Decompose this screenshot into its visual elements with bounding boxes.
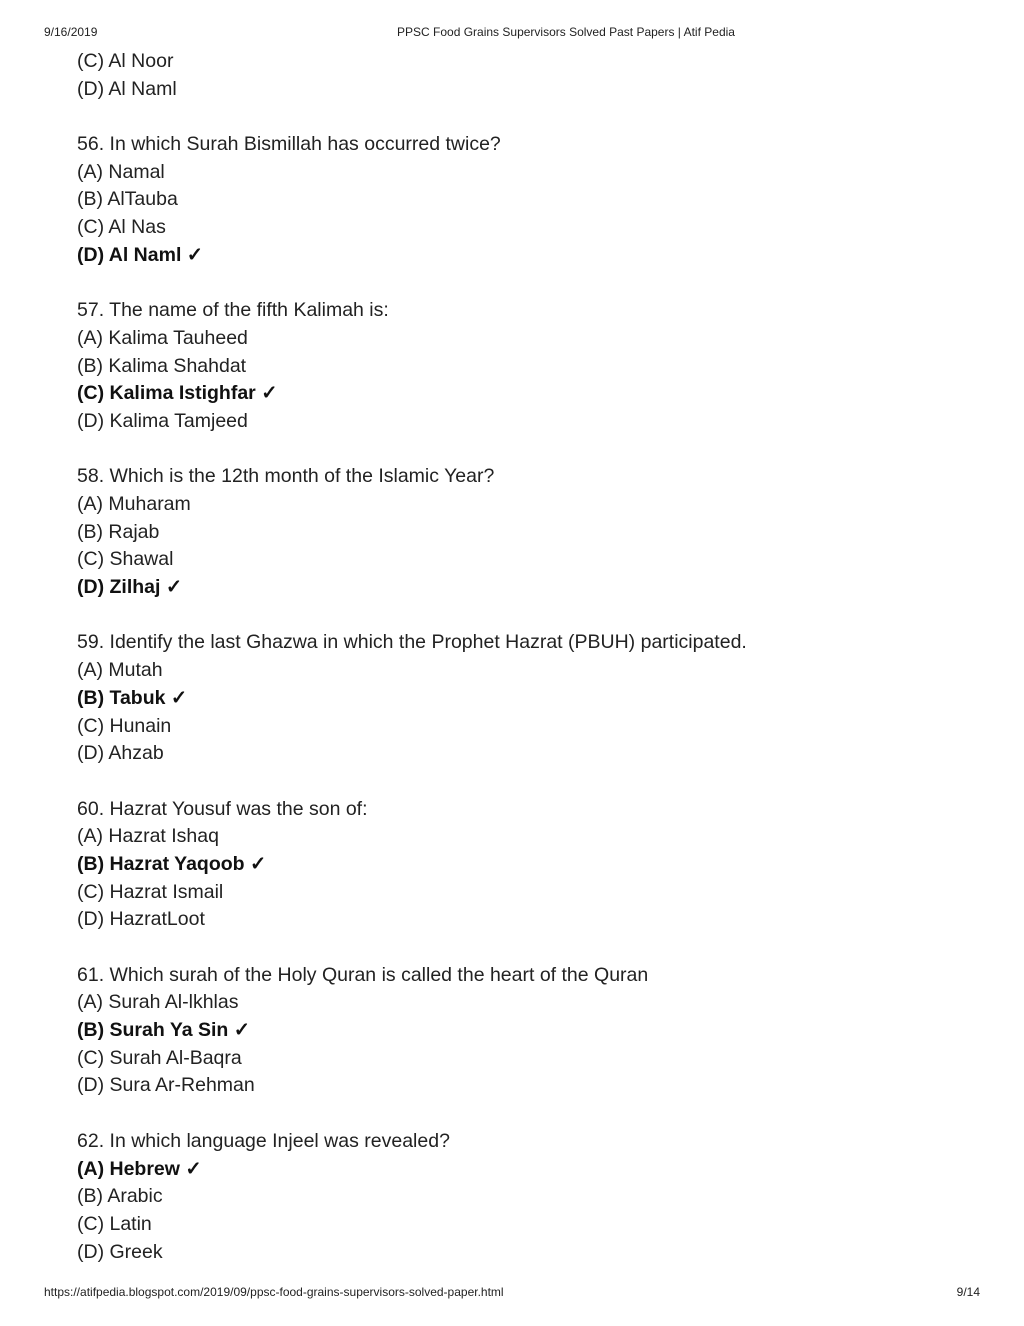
mcq-content bbox=[77, 48, 977, 1266]
print-header-title: PPSC Food Grains Supervisors Solved Past Papers | Atif Pedia bbox=[397, 25, 735, 39]
answer-option: (A) Surah Al-lkhlas bbox=[77, 991, 239, 1014]
answer-option: (B) Arabic bbox=[77, 1185, 163, 1208]
spacer bbox=[77, 602, 977, 630]
answer-option: (B) Kalima Shahdat bbox=[77, 354, 247, 377]
answer-option: (C) Al Nas bbox=[77, 216, 166, 239]
answer-option: (C) Hazrat Ismail bbox=[77, 880, 224, 903]
answer-option: (C) Hunain bbox=[77, 714, 172, 737]
correct-answer-option: (B) Tabuk ✓ bbox=[77, 686, 188, 709]
leading-option: (D) Al Naml bbox=[77, 77, 177, 100]
correct-answer-option: (B) Hazrat Yaqoob ✓ bbox=[77, 852, 267, 875]
spacer bbox=[77, 768, 977, 796]
answer-option: (D) Ahzab bbox=[77, 742, 164, 765]
answer-option: (C) Surah Al-Baqra bbox=[77, 1046, 242, 1069]
answer-option: (D) HazratLoot bbox=[77, 908, 205, 931]
correct-answer-option: (C) Kalima Istighfar ✓ bbox=[77, 382, 278, 405]
correct-answer-option: (D) Al Naml ✓ bbox=[77, 243, 204, 266]
leading-option: (C) Al Noor bbox=[77, 50, 174, 72]
answer-option: (A) Hazrat Ishaq bbox=[77, 825, 219, 848]
question-text: 60. Hazrat Yousuf was the son of: bbox=[77, 797, 368, 820]
spacer bbox=[77, 103, 977, 131]
correct-answer-option: (B) Surah Ya Sin ✓ bbox=[77, 1019, 251, 1042]
answer-option: (A) Mutah bbox=[77, 659, 163, 682]
answer-option: (B) Rajab bbox=[77, 520, 160, 543]
answer-option: (A) Muharam bbox=[77, 493, 191, 515]
question-text: 58. Which is the 12th month of the Islamic Year? bbox=[77, 465, 495, 488]
answer-option: (A) Kalima Tauheed bbox=[77, 326, 248, 349]
question-text: 61. Which surah of the Holy Quran is called the heart of the Quran bbox=[77, 963, 649, 986]
answer-option: (D) Greek bbox=[77, 1240, 163, 1263]
spacer bbox=[77, 436, 977, 464]
answer-option: (A) Namal bbox=[77, 160, 165, 183]
footer-url-link[interactable]: https://atifpedia.blogspot.com/2019/09/ppsc-food-grains-supervisors-solved-paper.html bbox=[44, 1285, 504, 1299]
spacer bbox=[77, 270, 977, 298]
answer-option: (C) Shawal bbox=[77, 548, 174, 571]
question-text: 62. In which language Injeel was revealed? bbox=[77, 1129, 450, 1152]
correct-answer-option: (A) Hebrew ✓ bbox=[77, 1157, 202, 1180]
question-text: 57. The name of the fifth Kalimah is: bbox=[77, 299, 389, 322]
footer-page-number: 9/14 bbox=[956, 1285, 980, 1299]
spacer bbox=[77, 1100, 977, 1128]
correct-answer-option: (D) Zilhaj ✓ bbox=[77, 576, 183, 599]
answer-option: (B) AlTauba bbox=[77, 188, 178, 211]
answer-option: (D) Sura Ar-Rehman bbox=[77, 1074, 255, 1097]
answer-option: (D) Kalima Tamjeed bbox=[77, 409, 248, 432]
question-text: 56. In which Surah Bismillah has occurred twice? bbox=[77, 133, 501, 156]
spacer bbox=[77, 934, 977, 962]
print-header-date: 9/16/2019 bbox=[44, 25, 98, 39]
answer-option: (C) Latin bbox=[77, 1212, 152, 1235]
question-text: 59. Identify the last Ghazwa in which the Prophet Hazrat (PBUH) participated. bbox=[77, 631, 747, 654]
